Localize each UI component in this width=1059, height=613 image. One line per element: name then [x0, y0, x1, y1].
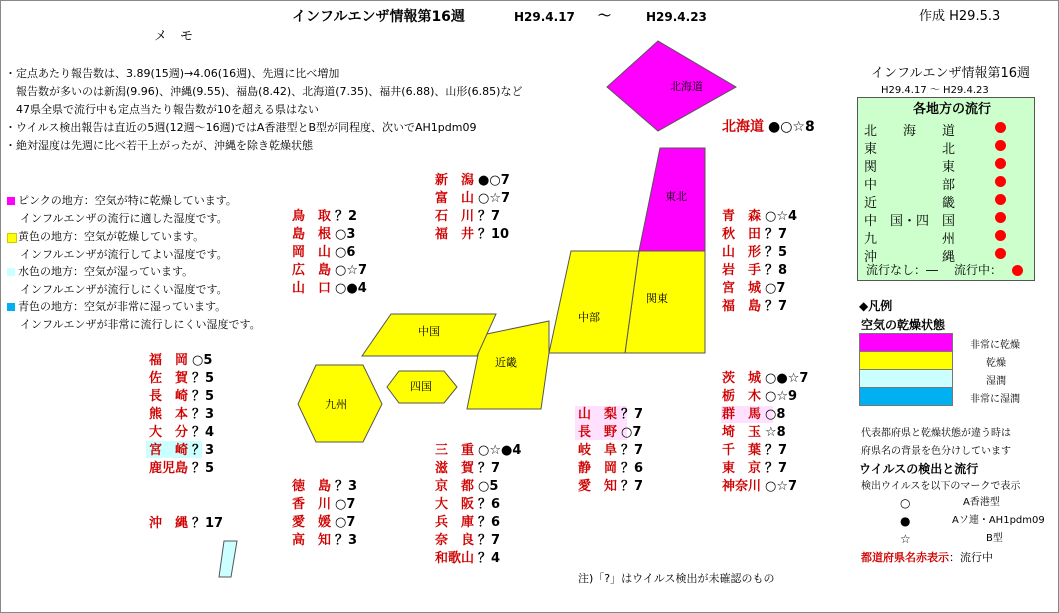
pref-shimane: 島 根 ○3 [292, 227, 356, 242]
active-dot-icon [995, 140, 1006, 151]
date-from: H29.4.17 [514, 10, 575, 24]
humidity-note: 青色の地方：空気が非常に湿っています。 [18, 300, 227, 313]
pref-okayama: 岡 山 ○6 [292, 245, 356, 260]
red-label-note [861, 552, 993, 563]
region-label: 四国 [410, 380, 432, 393]
humidity-note-sub: インフルエンザが流行しにくい湿度です。 [20, 283, 228, 296]
region-row-okinawa: 沖 縄 [864, 250, 956, 265]
regional-epidemic-panel [857, 97, 1035, 281]
humidity-note-sub: インフルエンザが流行してよい湿度です。 [20, 248, 228, 261]
pref-gunma: 群 馬 ○8 [722, 407, 786, 422]
pref-toyama: 富 山 ○☆7 [435, 191, 511, 206]
red-label-suffix: ：流行中 [949, 551, 993, 564]
region-row-kanto: 関 東 [864, 160, 956, 175]
region-label: 近畿 [495, 356, 517, 369]
region-row-tohoku: 東 北 [864, 142, 956, 157]
pref-tokyo: 東 京 ？7 [722, 461, 788, 476]
virus-mark-label: A香港型 [963, 497, 1000, 508]
status-none-label: 流行なし：― [866, 263, 939, 277]
pref-ehime: 愛 媛 ○7 [292, 515, 356, 530]
legend-label: 非常に乾燥 [970, 340, 1020, 351]
pref-yamagata: 山 形 ？5 [722, 245, 788, 260]
pref-niigata: 新 潟 ●○7 [435, 173, 510, 188]
humidity-note: 水色の地方：空気が湿っています。 [18, 265, 194, 278]
sidebar-title: インフルエンザ情報第16週 [871, 66, 1031, 81]
pref-aichi: 愛 知 ？7 [578, 479, 644, 494]
humidity-note-sub: インフルエンザの流行に適した湿度です。 [20, 212, 228, 225]
humidity-legend-title: 空気の乾燥状態 [861, 318, 946, 332]
region-row-chugoku-shikoku: 中 国・四 国 [864, 214, 956, 229]
pref-osaka: 大 阪 ？6 [435, 497, 501, 512]
region-row-hokkaido: 北 海 道 [864, 124, 956, 139]
pref-kumamoto: 熊 本 ？3 [149, 407, 215, 422]
legend-label: 非常に湿潤 [970, 394, 1020, 405]
date-tilde: ～ [598, 9, 612, 24]
virus-legend-title: ウイルスの検出と流行 [859, 462, 979, 476]
pref-kagawa: 香 川 ○7 [292, 497, 356, 512]
memo-line: ・定点あたり報告数は、3.89(15週)→4.06(16週)、先週に比べ増加 [5, 67, 340, 80]
pref-saga: 佐 賀 ？5 [149, 371, 215, 386]
active-dot-icon [995, 158, 1006, 169]
memo-heading: メ モ [154, 29, 194, 44]
pref-nagano: 長 野 ○7 [578, 425, 642, 440]
pref-hokkaido: 北海道 ●○☆8 [722, 119, 815, 135]
status-active-label: 流行中： [954, 263, 1003, 277]
pref-shizuoka: 静 岡 ？6 [578, 461, 644, 476]
pref-wakayama: 和歌山 ？4 [435, 551, 501, 566]
pref-hiroshima: 広 島 ○☆7 [292, 263, 368, 278]
pref-ibaraki: 茨 城 ○●☆7 [722, 371, 809, 386]
region-row-chubu: 中 部 [864, 178, 956, 193]
humidity-note-sub: インフルエンザが非常に流行しにくい湿度です。 [20, 318, 261, 331]
pref-yamaguchi: 山 口 ○●4 [292, 281, 367, 296]
memo-line: 47県全県で流行中も定点当たり報告数が10を超える県はない [5, 103, 319, 116]
report-title: インフルエンザ情報第16週 [292, 9, 465, 25]
active-dot-icon [995, 176, 1006, 187]
region-chubu [549, 251, 639, 353]
pref-miyagi: 宮 城 ○7 [722, 281, 786, 296]
region-label: 北海道 [670, 80, 703, 93]
humidity-note: ピンクの地方：空気が特に乾燥しています。 [18, 194, 237, 207]
active-dot-icon [995, 248, 1006, 259]
virus-mark-label: Aソ連・AH1pdm09 [952, 515, 1045, 526]
legend-swatch [859, 369, 953, 388]
pref-mie: 三 重 ○☆●4 [435, 443, 522, 458]
legend-label: 乾燥 [986, 358, 1006, 369]
pref-nara: 奈 良 ？7 [435, 533, 501, 548]
pref-gifu: 岐 阜 ？7 [578, 443, 644, 458]
memo-line: 報告数が多いのは新潟(9.96)、沖縄(9.55)、福島(8.42)、北海道(7.35)、福井(6.88)、山形(6.85)など [5, 85, 523, 98]
red-label: 都道府県名赤表示 [861, 551, 949, 564]
created-date: 作成 H29.5.3 [919, 9, 1001, 24]
memo-line: ・ウイルス検出報告は直近の5週(12週～16週)ではA香港型とB型が同程度、次いでAH1pdm09 [5, 121, 477, 134]
pref-kanagawa: 神奈川 ○☆7 [722, 479, 798, 494]
region-label: 九州 [325, 398, 347, 411]
pref-yamanashi: 山 梨 ？7 [578, 407, 644, 422]
pref-kochi: 高 知 ？3 [292, 533, 358, 548]
active-dot-icon [995, 122, 1006, 133]
active-dot-icon [1012, 265, 1023, 276]
region-row-kinki: 近 畿 [864, 196, 956, 211]
pref-shiga: 滋 賀 ？7 [435, 461, 501, 476]
open-circle-icon: ○ [900, 496, 911, 510]
pref-tokushima: 徳 島 ？3 [292, 479, 358, 494]
pref-fukushima: 福 島 ？7 [722, 299, 788, 314]
star-icon: ☆ [900, 532, 911, 546]
region-label: 中部 [578, 311, 600, 324]
footnote: 注)「?」はウイルス検出が未確認のもの [578, 572, 775, 585]
region-row-kyushu: 九 州 [864, 232, 956, 247]
region-okinawa [219, 541, 237, 577]
humidity-note: 黄色の地方：空気が乾燥しています。 [18, 230, 205, 243]
legend-swatch [859, 333, 953, 352]
virus-mark-label: B型 [986, 533, 1003, 544]
legend-label: 湿潤 [986, 376, 1006, 387]
pref-tochigi: 栃 木 ○☆9 [722, 389, 798, 404]
legend-swatch [859, 387, 953, 406]
filled-circle-icon: ● [900, 514, 911, 528]
active-dot-icon [995, 230, 1006, 241]
sidebar-dates: H29.4.17 ～ H29.4.23 [881, 85, 989, 96]
pref-tottori: 鳥 取 ？2 [292, 209, 358, 224]
pref-nagasaki: 長 崎 ？5 [149, 389, 215, 404]
pref-hyogo: 兵 庫 ？6 [435, 515, 501, 530]
pref-oita: 大 分 ？4 [149, 425, 215, 440]
legend-title: ◆凡例 [859, 299, 893, 313]
legend-swatch [859, 351, 953, 370]
pref-kyoto: 京 都 ○5 [435, 479, 499, 494]
legend-note: 府県名の背景を色分けしています [861, 446, 1011, 457]
region-label: 関東 [646, 292, 668, 305]
pref-saitama: 埼 玉 ☆8 [722, 425, 786, 440]
pref-kagoshima: 鹿児島 ？5 [149, 461, 215, 476]
pref-okinawa: 沖 縄 ？17 [149, 516, 224, 531]
pref-chiba: 千 葉 ？7 [722, 443, 788, 458]
active-dot-icon [995, 212, 1006, 223]
virus-legend-intro: 検出ウイルスを以下のマークで表示 [861, 481, 1021, 492]
pref-aomori: 青 森 ○☆4 [722, 209, 798, 224]
active-dot-icon [995, 194, 1006, 205]
pref-ishikawa: 石 川 ？7 [435, 209, 501, 224]
legend-note: 代表都府県と乾燥状態が違う時は [861, 428, 1011, 439]
pref-fukuoka: 福 岡 ○5 [149, 353, 213, 368]
region-label: 東北 [665, 190, 687, 203]
memo-line: ・絶対湿度は先週に比べ若干上がったが、沖縄を除き乾燥状態 [5, 139, 313, 152]
pref-iwate: 岩 手 ？8 [722, 263, 788, 278]
date-to: H29.4.23 [646, 10, 707, 24]
regions-title: 各地方の流行 [913, 102, 992, 117]
pref-miyazaki: 宮 崎 ？3 [149, 443, 215, 458]
pref-akita: 秋 田 ？7 [722, 227, 788, 242]
region-label: 中国 [418, 325, 440, 338]
pref-fukui: 福 井 ？10 [435, 227, 510, 242]
